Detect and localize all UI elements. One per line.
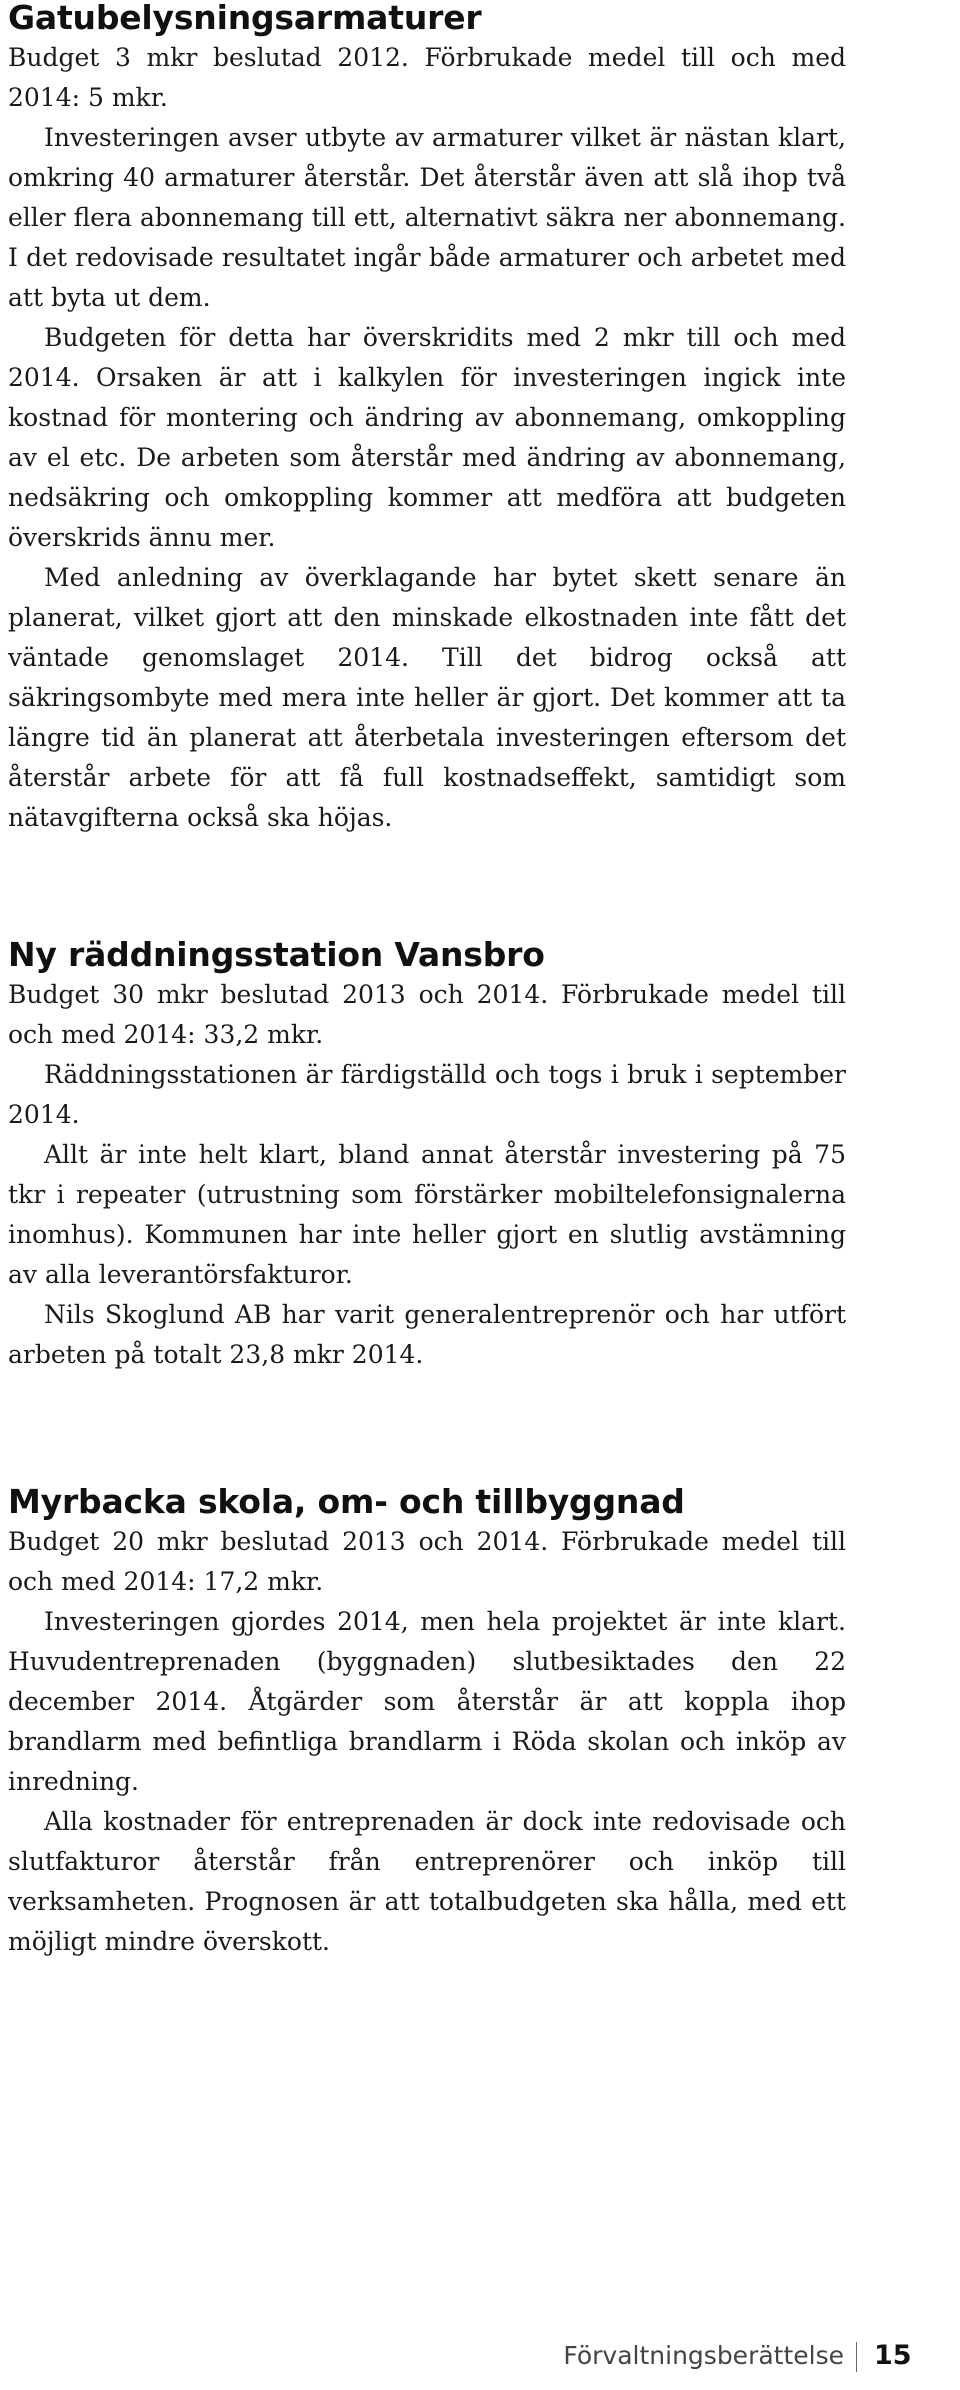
paragraph: Investeringen gjordes 2014, men hela projektet är inte klart. Huvudentreprenaden (byggnaden) slutbesiktades den 22 december 2014. Åtgärder som återstår är att koppla ihop brandlarm med befintliga brandlarm i Röda skolan och inköp av inredning. — [8, 1607, 846, 1796]
page-footer — [0, 2336, 960, 2376]
section-heading: Ny räddningsstation Vansbro — [8, 935, 545, 974]
paragraph: Alla kostnader för entreprenaden är dock inte redovisade och slutfakturor återstår från entreprenörer och inköp till verksamheten. Prognosen är att totalbudgeten ska hålla, med ett möjligt mindre överskott. — [8, 1807, 846, 1956]
section-ny-raddningsstation-vansbro — [8, 935, 846, 1375]
paragraph: Allt är inte helt klart, bland annat återstår investering på 75 tkr i repeater (utrustning som förstärker mobiltelefonsignalerna inomhus). Kommunen har inte heller gjort en slutlig avstämning av alla leverantörsfakturor. — [8, 1140, 846, 1289]
paragraph: Budgeten för detta har överskridits med 2 mkr till och med 2014. Orsaken är att i kalkylen för investeringen ingick inte kostnad för montering och ändring av abonnemang, omkoppling av el etc. De arbeten som återstår med ändring av abonnemang, nedsäkring och omkoppling kommer att medföra att budgeten överskrids ännu mer. — [8, 323, 846, 552]
section-myrbacka-skola — [8, 1482, 846, 1962]
section-gatubelysningsarmaturer — [8, 0, 846, 838]
section-heading: Gatubelysningsarmaturer — [8, 0, 482, 37]
footer-divider — [856, 2342, 857, 2372]
paragraph: Investeringen avser utbyte av armaturer vilket är nästan klart, omkring 40 armaturer återstår. Det återstår även att slå ihop två eller flera abonnemang till ett, alternativt säkra ner abonnemang. I det redovisade resultatet ingår både armaturer och arbetet med att byta ut dem. — [8, 123, 846, 312]
section-heading: Myrbacka skola, om- och tillbyggnad — [8, 1482, 685, 1521]
budget-line: Budget 30 mkr beslutad 2013 och 2014. Förbrukade medel till och med 2014: 33,2 mkr. — [8, 980, 846, 1049]
page-number: 15 — [874, 2340, 912, 2371]
paragraph: Med anledning av överklagande har bytet skett senare än planerat, vilket gjort att den minskade elkostnaden inte fått det väntade genomslaget 2014. Till det bidrog också att säkringsombyte med mera inte heller är gjort. Det kommer att ta längre tid än planerat att återbetala investeringen eftersom det återstår arbete för att få full kostnadseffekt, samtidigt som nätavgifterna också ska höjas. — [8, 563, 846, 832]
paragraph: Nils Skoglund AB har varit generalentreprenör och har utfört arbeten på totalt 23,8 mkr 2014. — [8, 1300, 846, 1369]
footer-section-title: Förvaltningsberättelse — [563, 2341, 844, 2370]
budget-line: Budget 20 mkr beslutad 2013 och 2014. Förbrukade medel till och med 2014: 17,2 mkr. — [8, 1527, 846, 1596]
budget-line: Budget 3 mkr beslutad 2012. Förbrukade medel till och med 2014: 5 mkr. — [8, 43, 846, 112]
paragraph: Räddningsstationen är färdigställd och togs i bruk i september 2014. — [8, 1060, 846, 1129]
